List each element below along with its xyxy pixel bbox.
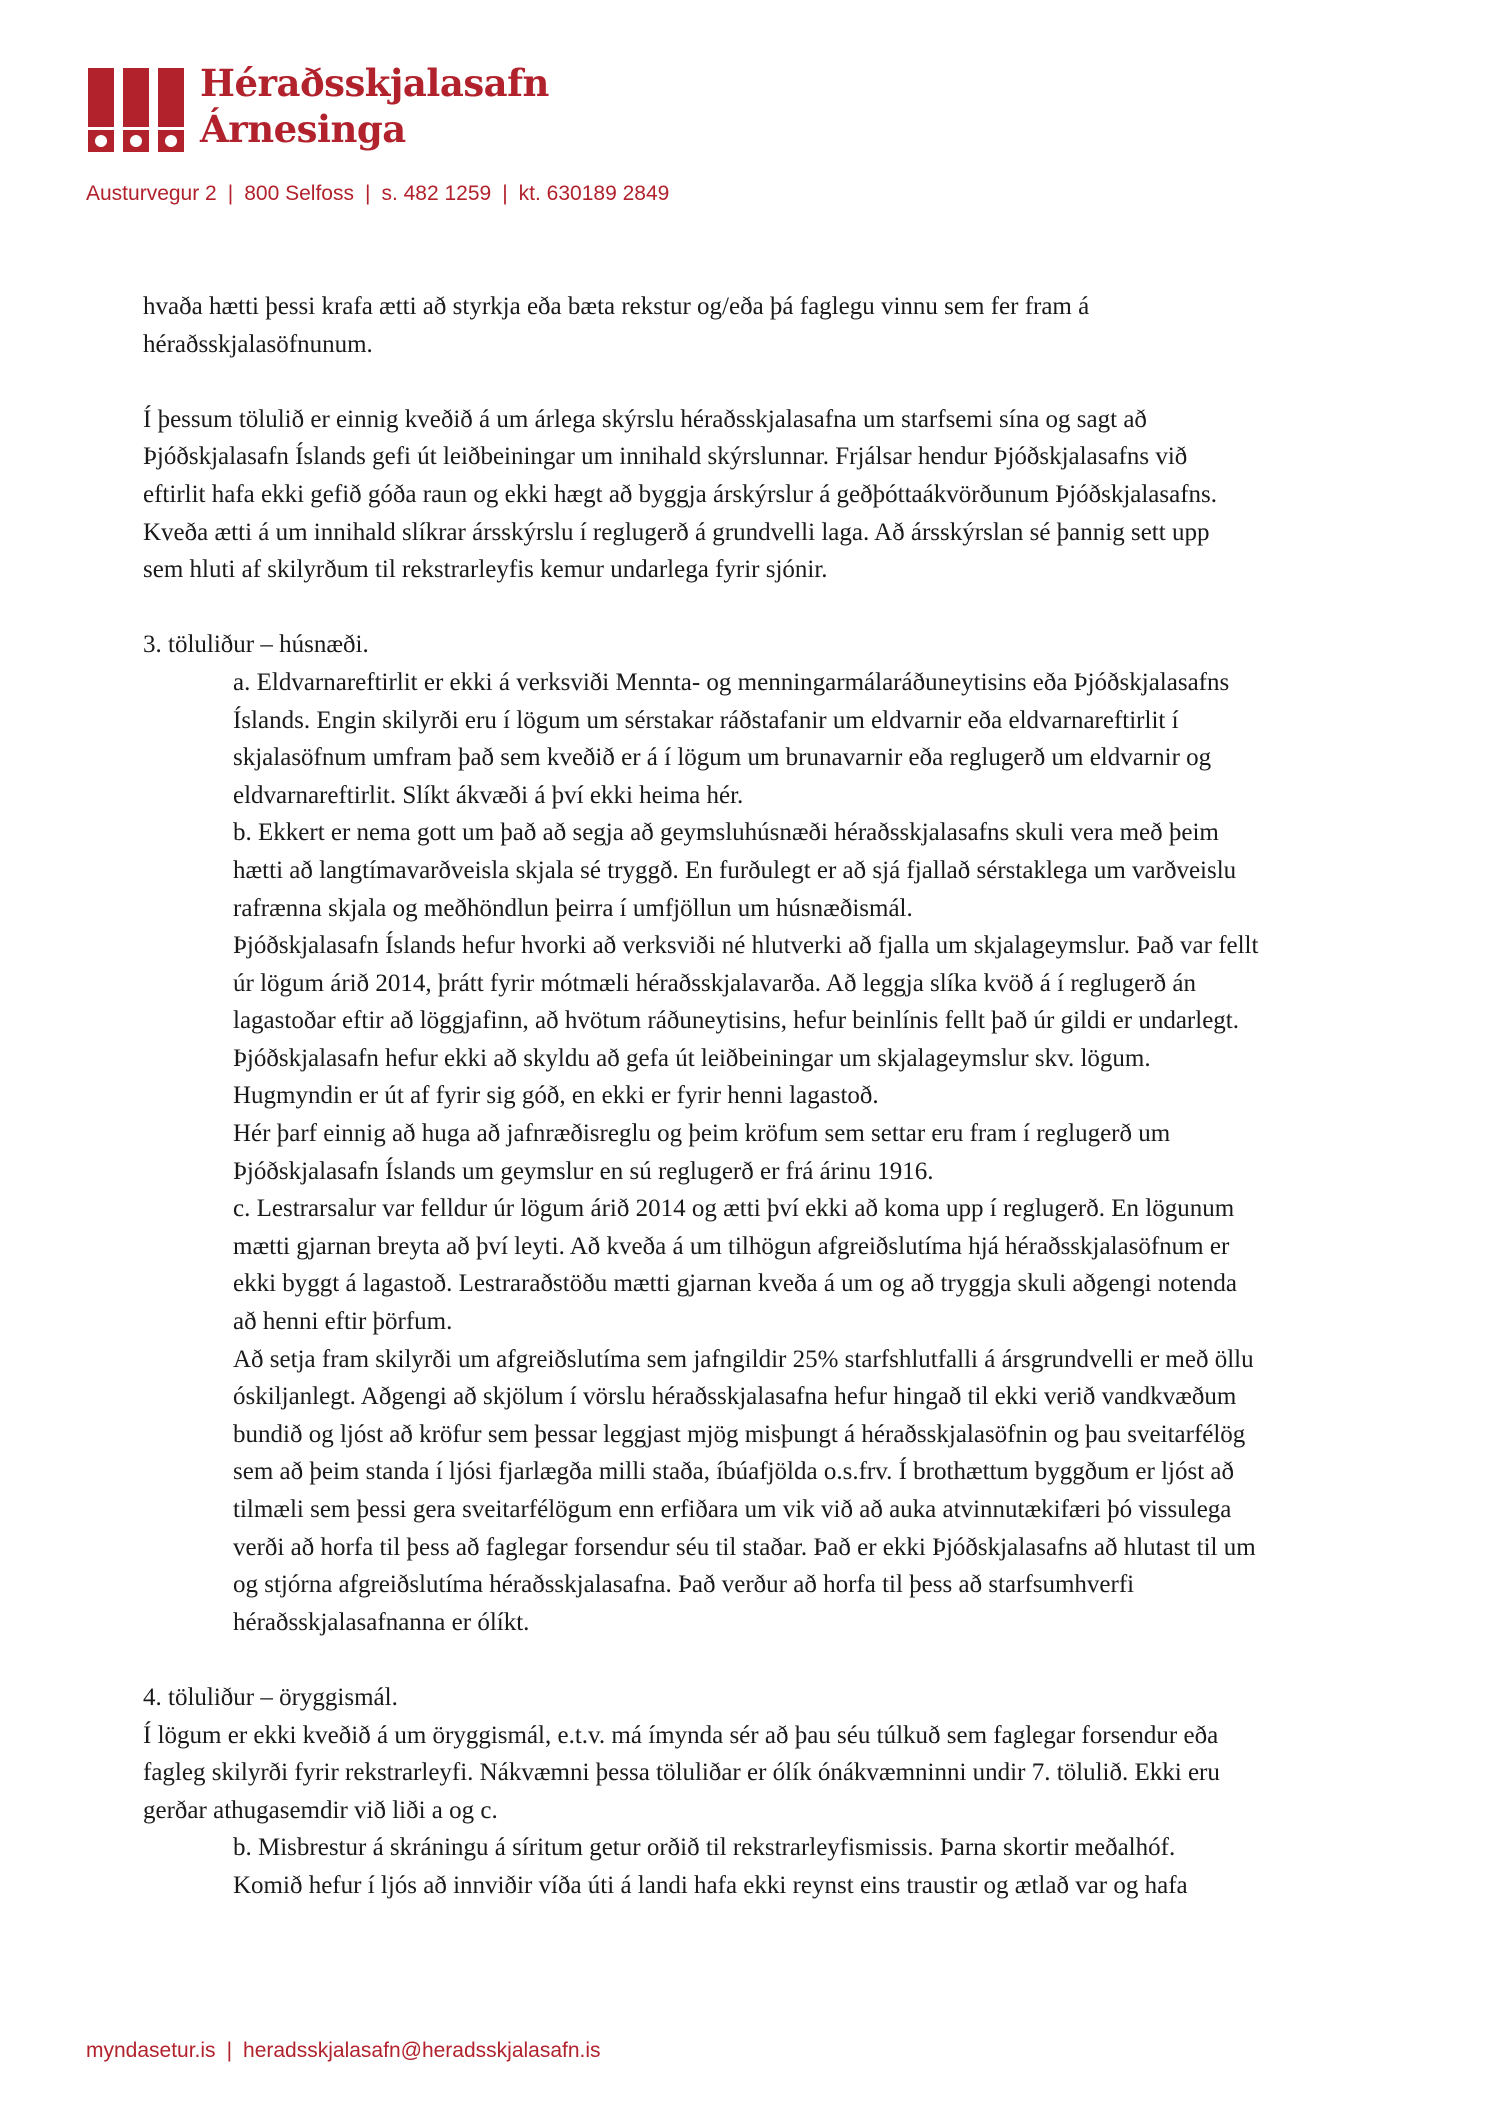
- body-line: Þjóðskjalasafn Íslands hefur hvorki að verksviði né hlutverki að fjalla um skjalageymslur. Það var fellt: [233, 932, 1259, 960]
- contact-postcode: 800 Selfoss: [244, 182, 354, 205]
- body-line: Þjóðskjalasafn hefur ekki að skyldu að gefa út leiðbeiningar um skjalageymslur skv. lögum.: [233, 1044, 1151, 1072]
- body-line: Þjóðskjalasafn Íslands gefi út leiðbeiningar um innihald skýrslunnar. Frjálsar hendur Þjóðskjalasafns við: [143, 443, 1188, 471]
- section-3-indented: [143, 664, 1388, 1641]
- body-line: b. Ekkert er nema gott um það að segja að geymsluhúsnæði héraðsskjalasafns skuli vera með þeim: [233, 819, 1219, 847]
- body-line: lagastoðar eftir að löggjafinn, að hvötum ráðuneytisins, hefur beinlínis fellt það úr gildi er undarlegt.: [233, 1007, 1239, 1035]
- document-body: [143, 288, 1388, 1905]
- body-line: mætti gjarnan breyta að því leyti. Að kveða á um tilhögun afgreiðslutíma hjá héraðsskjalasöfnum er: [233, 1232, 1230, 1260]
- contact-address: Austurvegur 2: [86, 182, 217, 205]
- contact-separator: |: [227, 182, 234, 205]
- logo-mark: [88, 68, 188, 152]
- footer-email[interactable]: heradsskjalasafn@heradsskjalasafn.is: [243, 2039, 601, 2062]
- contact-kt: kt. 630189 2849: [518, 182, 670, 205]
- footer-separator: |: [226, 2039, 233, 2062]
- body-line: ekki byggt á lagastoð. Lestraraðstöðu mætti gjarnan kveða á um og að tryggja skuli aðgengi notenda: [233, 1270, 1237, 1298]
- body-line: hætti að langtímavarðveisla skjala sé tryggð. En furðulegt er að sjá fjallað sérstaklega um varðveislu: [233, 856, 1237, 884]
- body-line: verði að horfa til þess að faglegar forsendur séu til staðar. Það er ekki Þjóðskjalasafns að hlutast til um: [233, 1533, 1256, 1561]
- section-heading-3: 3. töluliður – húsnæði.: [143, 631, 369, 659]
- body-line: fagleg skilyrði fyrir rekstrarleyfi. Nákvæmni þessa töluliðar er ólík ónákvæmninni undir 7. tölulið. Ekki eru: [143, 1759, 1220, 1787]
- contact-separator: |: [364, 182, 371, 205]
- body-line: að henni eftir þörfum.: [233, 1308, 453, 1336]
- contact-line: [86, 182, 669, 206]
- body-line: b. Misbrestur á skráningu á síritum getur orðið til rekstrarleyfismissis. Þarna skortir meðalhóf.: [233, 1834, 1176, 1862]
- body-line: úr lögum árið 2014, þrátt fyrir mótmæli héraðsskjalavarða. Að leggja slíka kvöð á í reglugerð án: [233, 969, 1196, 997]
- body-line: sem að þeim standa í ljósi fjarlægða milli staða, íbúafjölda o.s.frv. Í brothættum byggðum er ljóst að: [233, 1458, 1234, 1486]
- body-line: skjalasöfnum umfram það sem kveðið er á í lögum um brunavarnir eða reglugerð um eldvarnir og: [233, 744, 1212, 772]
- contact-phone: s. 482 1259: [381, 182, 492, 205]
- body-line: gerðar athugasemdir við liði a og c.: [143, 1796, 498, 1824]
- body-line: hvaða hætti þessi krafa ætti að styrkja eða bæta rekstur og/eða þá faglegu vinnu sem fer fram á: [143, 293, 1090, 320]
- body-line: bundið og ljóst að kröfur sem þessar leggjast mjög misþungt á héraðsskjalasöfnin og þau sveitarfélög: [233, 1420, 1246, 1448]
- body-line: héraðsskjalasöfnunum.: [143, 330, 373, 358]
- body-line: Að setja fram skilyrði um afgreiðslutíma sem jafngildir 25% starfshlutfalli á ársgrundvelli er með öllu: [233, 1345, 1254, 1373]
- body-line: héraðsskjalasafnanna er ólíkt.: [233, 1608, 530, 1636]
- body-line: Í lögum er ekki kveðið á um öryggismál, e.t.v. má ímynda sér að þau séu túlkuð sem faglegar forsendur eða: [143, 1721, 1219, 1749]
- body-line: Í þessum tölulið er einnig kveðið á um árlega skýrslu héraðsskjalasafna um starfsemi sína og sagt að: [143, 405, 1147, 433]
- body-line: eldvarnareftirlit. Slíkt ákvæði á því ekki heima hér.: [233, 781, 744, 809]
- org-name: [200, 60, 549, 152]
- body-line: Íslands. Engin skilyrði eru í lögum um sérstakar ráðstafanir um eldvarnir eða eldvarnareftirlit í: [233, 706, 1179, 734]
- body-line: sem hluti af skilyrðum til rekstrarleyfis kemur undarlega fyrir sjónir.: [143, 556, 828, 584]
- body-line: Þjóðskjalasafn Íslands um geymslur en sú reglugerð er frá árinu 1916.: [233, 1157, 934, 1185]
- section-4-indented: [143, 1829, 1388, 1904]
- body-line: eftirlit hafa ekki gefið góða raun og ekki hægt að byggja árskýrslur á geðþóttaákvörðunum Þjóðskjalasafns.: [143, 480, 1218, 508]
- body-line: rafrænna skjala og meðhöndlun þeirra í umfjöllun um húsnæðismál.: [233, 894, 913, 922]
- org-name-line2: Árnesinga: [200, 107, 406, 151]
- body-line: tilmæli sem þessi gera sveitarfélögum enn erfiðara um vik við að auka atvinnutækifæri þó vissulega: [233, 1496, 1232, 1523]
- body-line: Hugmyndin er út af fyrir sig góð, en ekki er fyrir henni lagastoð.: [233, 1082, 879, 1110]
- body-line: Kveða ætti á um innihald slíkrar ársskýrslu í reglugerð á grundvelli laga. Að ársskýrslan sé þannig sett upp: [143, 518, 1210, 546]
- body-line: c. Lestrarsalur var felldur úr lögum árið 2014 og ætti því ekki að koma upp í reglugerð. En lögunum: [233, 1195, 1235, 1223]
- contact-separator: |: [502, 182, 508, 205]
- body-line: Komið hefur í ljós að innviðir víða úti á landi hafa ekki reynst eins traustir og ætlað var og hafa: [233, 1871, 1188, 1899]
- org-name-line1: Héraðsskjalasafn: [200, 61, 549, 105]
- body-line: Hér þarf einnig að huga að jafnræðisreglu og þeim kröfum sem settar eru fram í reglugerð um: [233, 1120, 1171, 1148]
- body-line: og stjórna afgreiðslutíma héraðsskjalasafna. Það verður að horfa til þess að starfsumhverfi: [233, 1571, 1135, 1599]
- footer-website[interactable]: myndasetur.is: [86, 2039, 216, 2062]
- section-heading-4: 4. töluliður – öryggismál.: [143, 1683, 398, 1711]
- body-line: óskiljanlegt. Aðgengi að skjölum í vörslu héraðsskjalasafna hefur hingað til ekki verið vandkvæðum: [233, 1383, 1237, 1411]
- body-line: a. Eldvarnareftirlit er ekki á verksviði Mennta- og menningarmálaráðuneytisins eða Þjóðskjalasafns: [233, 668, 1230, 696]
- footer: [86, 2039, 601, 2063]
